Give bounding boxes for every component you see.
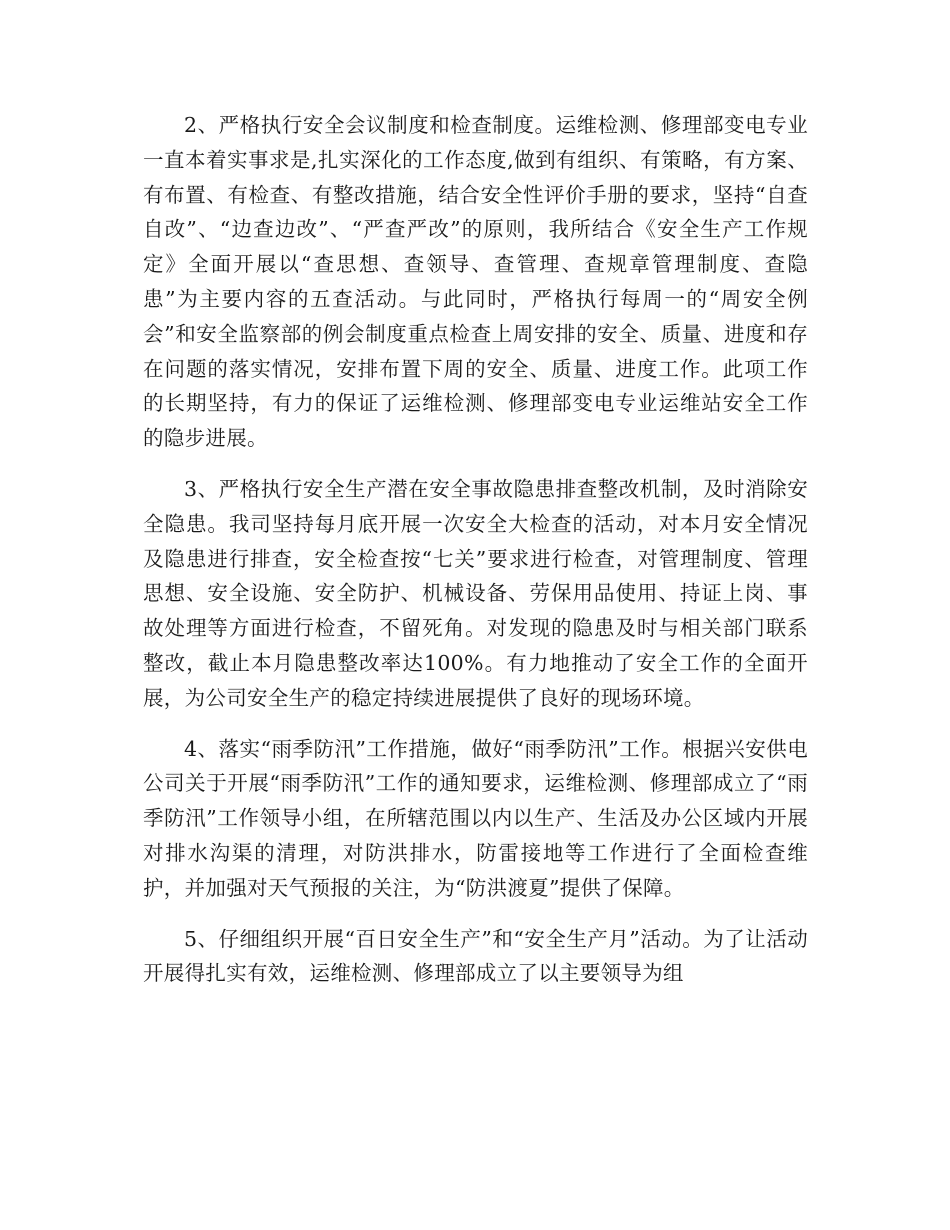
paragraph-item-4: 4、落实“雨季防汛”工作措施，做好“雨季防汛”工作。根据兴安供电公司关于开展“雨季防汛”工作的通知要求，运维检测、修理部成立了“雨季防汛”工作领导小组，在所辖范围以内以生产、生活及办公区域内开展对排水沟渠的清理，对防洪排水，防雷接地等工作进行了全面检查维护，并加强对天气预报的关注，为“防洪渡夏”提供了保障。 [143,736,808,900]
paragraph-item-3: 3、严格执行安全生产潜在安全事故隐患排查整改机制，及时消除安全隐患。我司坚持每月底开展一次安全大检查的活动，对本月安全情况及隐患进行排查，安全检查按“七关”要求进行检查，对管理制度、管理思想、安全设施、安全防护、机械设备、劳保用品使用、持证上岗、事故处理等方面进行检查，不留死角。对发现的隐患及时与相关部门联系整改，截止本月隐患整改率达100%。有力地推动了安全工作的全面开展，为公司安全生产的稳定持续进展提供了良好的现场环境。 [143,476,808,710]
document-body [143,108,808,991]
paragraph-item-2: 2、严格执行安全会议制度和检查制度。运维检测、修理部变电专业一直本着实事求是,扎实深化的工作态度,做到有组织、有策略，有方案、有布置、有检查、有整改措施，结合安全性评价手册的要求，坚持“自查自改”、“边查边改”、“严查严改”的原则，我所结合《安全生产工作规定》全面开展以“查思想、查领导、查管理、查规章管理制度、查隐患”为主要内容的五查活动。与此同时，严格执行每周一的“周安全例会”和安全监察部的例会制度重点检查上周安排的安全、质量、进度和存在问题的落实情况，安排布置下周的安全、质量、进度工作。此项工作的长期坚持，有力的保证了运维检测、修理部变电专业运维站安全工作的隐步进展。 [143,113,808,451]
paragraph-item-5: 5、仔细组织开展“百日安全生产”和“安全生产月”活动。为了让活动开展得扎实有效，运维检测、修理部成立了以主要领导为组 [143,926,808,986]
